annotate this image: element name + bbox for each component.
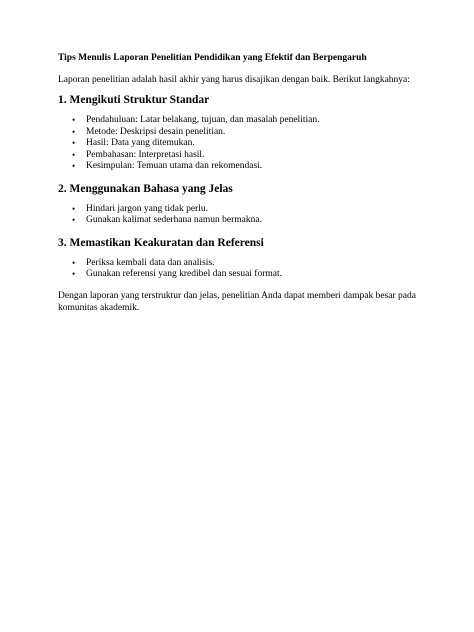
list-item-text: Metode: Deskripsi desain penelitian. — [86, 126, 226, 137]
list-item — [58, 204, 428, 216]
list-item — [58, 215, 428, 227]
list-item — [58, 138, 428, 150]
section-heading-bahasa: 2. Menggunakan Bahasa yang Jelas — [58, 182, 233, 195]
section-list-keakuratan — [58, 258, 428, 281]
list-item-text: Hasil: Data yang ditemukan. — [86, 138, 195, 148]
document-content — [58, 52, 428, 321]
list-item-text: Pendahuluan: Latar belakang, tujuan, dan masalah penelitian. — [86, 115, 320, 125]
list-item — [58, 258, 428, 270]
list-item-text: Gunakan kalimat sederhana namun bermakna. — [86, 215, 262, 225]
bullet-icon: • — [72, 149, 76, 160]
list-item — [58, 161, 428, 173]
section-list-struktur — [58, 115, 428, 173]
list-item-text: Periksa kembali data dan analisis. — [86, 257, 215, 268]
bullet-icon: • — [72, 126, 76, 137]
bullet-icon: • — [72, 215, 76, 225]
list-item-text: Hindari jargon yang tidak perlu. — [86, 203, 208, 214]
bullet-icon: • — [72, 115, 76, 125]
section-list-bahasa — [58, 204, 428, 227]
bullet-icon: • — [72, 257, 76, 268]
list-item-text: Pembahasan: Interpretasi hasil. — [86, 149, 205, 160]
bullet-icon: • — [72, 161, 76, 171]
list-item-text: Kesimpulan: Temuan utama dan rekomendasi. — [86, 161, 263, 171]
section-heading-keakuratan: 3. Memastikan Keakuratan dan Referensi — [58, 236, 264, 249]
bullet-icon: • — [72, 269, 76, 279]
document-title: Tips Menulis Laporan Penelitian Pendidikan yang Efektif dan Berpengaruh — [58, 53, 367, 63]
list-item — [58, 150, 428, 162]
list-item — [58, 127, 428, 139]
list-item — [58, 115, 428, 127]
bullet-icon: • — [72, 138, 76, 148]
intro-paragraph: Laporan penelitian adalah hasil akhir yang harus disajikan dengan baik. Berikut langkahnya: — [58, 75, 410, 85]
section-heading-struktur: 1. Mengikuti Struktur Standar — [58, 94, 210, 106]
list-item-text: Gunakan referensi yang kredibel dan sesuai format. — [86, 269, 282, 279]
closing-paragraph: Dengan laporan yang terstruktur dan jelas, penelitian Anda dapat memberi dampak besar pada komunitas akademik. — [58, 290, 416, 313]
list-item — [58, 269, 428, 281]
bullet-icon: • — [72, 203, 76, 214]
